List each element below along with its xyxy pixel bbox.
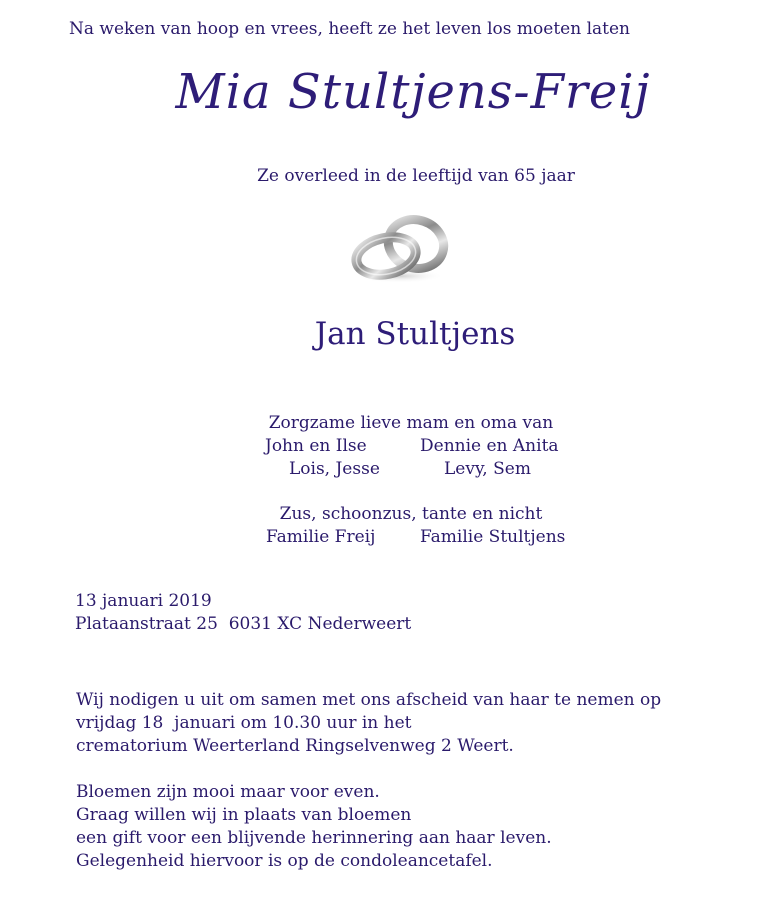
- intro-text: Na weken van hoop en vrees, heeft ze het leven los moeten laten: [69, 19, 630, 39]
- invitation-line-1: Wij nodigen u uit om samen met ons afscheid van haar te nemen op: [76, 690, 662, 710]
- date: 13 januari 2019: [75, 591, 212, 611]
- flowers-line-3: een gift voor een blijvende herinnering aan haar leven.: [76, 828, 552, 848]
- address: Plataanstraat 25 6031 XC Nederweert: [75, 614, 412, 634]
- family-right-1: Dennie en Anita: [420, 436, 559, 456]
- relatives-right: Familie Stultjens: [420, 527, 566, 547]
- age-line: Ze overleed in de leeftijd van 65 jaar: [257, 166, 575, 186]
- family-left-1: John en Ilse: [265, 436, 367, 456]
- family-right-2: Levy, Sem: [444, 459, 531, 479]
- invitation-line-2: vrijdag 18 januari om 10.30 uur in het: [76, 713, 412, 733]
- invitation-line-3: crematorium Weerterland Ringselvenweg 2 Weert.: [76, 736, 514, 756]
- relatives-heading: Zus, schoonzus, tante en nicht: [279, 504, 543, 524]
- flowers-line-4: Gelegenheid hiervoor is op de condoleancetafel.: [76, 851, 493, 871]
- flowers-line-2: Graag willen wij in plaats van bloemen: [76, 805, 412, 825]
- wedding-rings-icon: [350, 212, 450, 284]
- family-left-2: Lois, Jesse: [289, 459, 380, 479]
- relatives-left: Familie Freij: [266, 527, 376, 547]
- husband-name: Jan Stultjens: [314, 316, 516, 352]
- family-heading: Zorgzame lieve mam en oma van: [268, 413, 554, 433]
- flowers-line-1: Bloemen zijn mooi maar voor even.: [76, 782, 380, 802]
- deceased-name: Mia Stultjens-Freij: [175, 64, 651, 120]
